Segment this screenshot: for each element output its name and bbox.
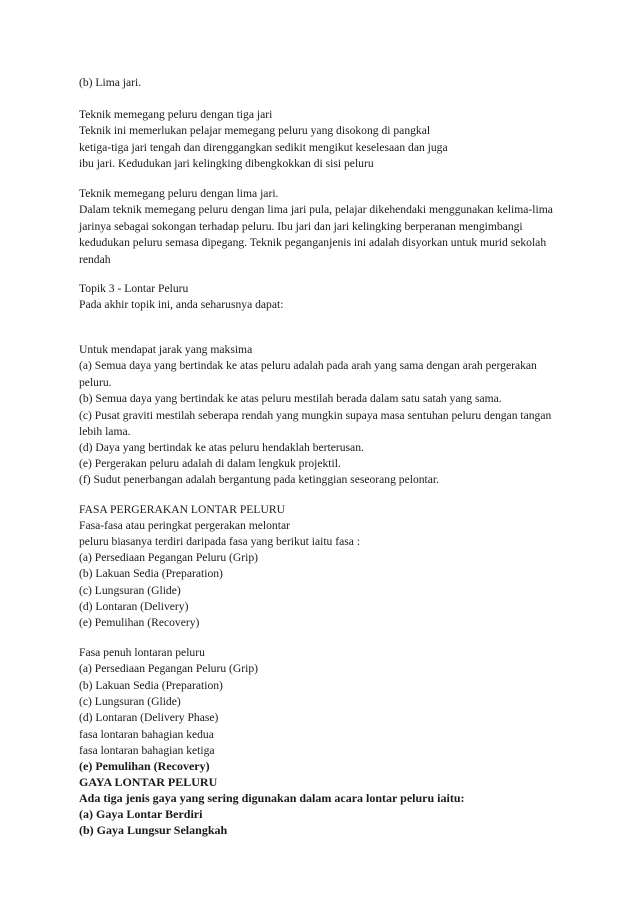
text-line: ketiga-tiga jari tengah dan direnggangkan sedikit mengikut keselesaan dan juga xyxy=(79,141,448,154)
text-line: Teknik memegang peluru dengan lima jari. xyxy=(79,187,279,200)
list-item: (a) Persediaan Pegangan Peluru (Grip) xyxy=(79,662,258,675)
section-heading: FASA PERGERAKAN LONTAR PELURU xyxy=(79,503,285,516)
text-line: Dalam teknik memegang peluru dengan lima jari pula, pelajar dikehendaki menggunakan kelima-lima xyxy=(79,203,553,216)
text-line: fasa lontaran bahagian kedua xyxy=(79,728,214,741)
text-line: jarinya sebagai sokongan terhadap peluru. Ibu jari dan jari kelingking berperanan mengimbangi xyxy=(79,220,523,233)
text-line: Fasa-fasa atau peringkat pergerakan melontar xyxy=(79,519,290,532)
list-item: (d) Lontaran (Delivery Phase) xyxy=(79,711,219,724)
text-line: lebih lama. xyxy=(79,425,131,438)
text-line: Untuk mendapat jarak yang maksima xyxy=(79,343,253,356)
text-line: ibu jari. Kedudukan jari kelingking dibengkokkan di sisi peluru xyxy=(79,157,374,170)
list-item: (a) Gaya Lontar Berdiri xyxy=(79,807,203,821)
list-item: (a) Persediaan Pegangan Peluru (Grip) xyxy=(79,551,258,564)
text-line: peluru biasanya terdiri daripada fasa yang berikut iaitu fasa : xyxy=(79,535,361,548)
text-line: Teknik ini memerlukan pelajar memegang peluru yang disokong di pangkal xyxy=(79,124,431,137)
section-heading: GAYA LONTAR PELURU xyxy=(79,775,218,789)
text-line: peluru. xyxy=(79,376,112,389)
list-item: (b) Lakuan Sedia (Preparation) xyxy=(79,567,223,580)
list-item: (b) Semua daya yang bertindak ke atas peluru mestilah berada dalam satu satah yang sama. xyxy=(79,392,502,405)
text-line: kedudukan peluru semasa dipegang. Teknik peganganjenis ini adalah disyorkan untuk murid sekolah xyxy=(79,236,547,249)
list-item: (e) Pemulihan (Recovery) xyxy=(79,759,210,773)
text-line: rendah xyxy=(79,253,111,266)
text-line: (b) Lima jari. xyxy=(79,76,142,89)
list-item: (b) Gaya Lungsur Selangkah xyxy=(79,823,228,837)
list-item: (c) Pusat graviti mestilah seberapa rendah yang mungkin supaya masa sentuhan peluru dengan tangan xyxy=(79,409,552,422)
list-item: (f) Sudut penerbangan adalah bergantung pada ketinggian seseorang pelontar. xyxy=(79,473,440,486)
list-item: (b) Lakuan Sedia (Preparation) xyxy=(79,679,223,692)
text-line: Pada akhir topik ini, anda seharusnya dapat: xyxy=(79,298,284,311)
list-item: (c) Lungsuran (Glide) xyxy=(79,695,181,708)
list-item: (e) Pemulihan (Recovery) xyxy=(79,616,200,629)
text-line: Teknik memegang peluru dengan tiga jari xyxy=(79,108,273,121)
list-item: (d) Lontaran (Delivery) xyxy=(79,600,189,613)
list-item: (e) Pergerakan peluru adalah di dalam lengkuk projektil. xyxy=(79,457,341,470)
text-line: Ada tiga jenis gaya yang sering digunakan dalam acara lontar peluru iaitu: xyxy=(79,791,465,805)
section-title: Topik 3 - Lontar Peluru xyxy=(79,282,189,295)
list-item: (a) Semua daya yang bertindak ke atas peluru adalah pada arah yang sama dengan arah pergerakan xyxy=(79,359,537,372)
text-line: fasa lontaran bahagian ketiga xyxy=(79,744,215,757)
list-item: (d) Daya yang bertindak ke atas peluru hendaklah berterusan. xyxy=(79,441,364,454)
text-line: Fasa penuh lontaran peluru xyxy=(79,646,205,659)
list-item: (c) Lungsuran (Glide) xyxy=(79,584,181,597)
